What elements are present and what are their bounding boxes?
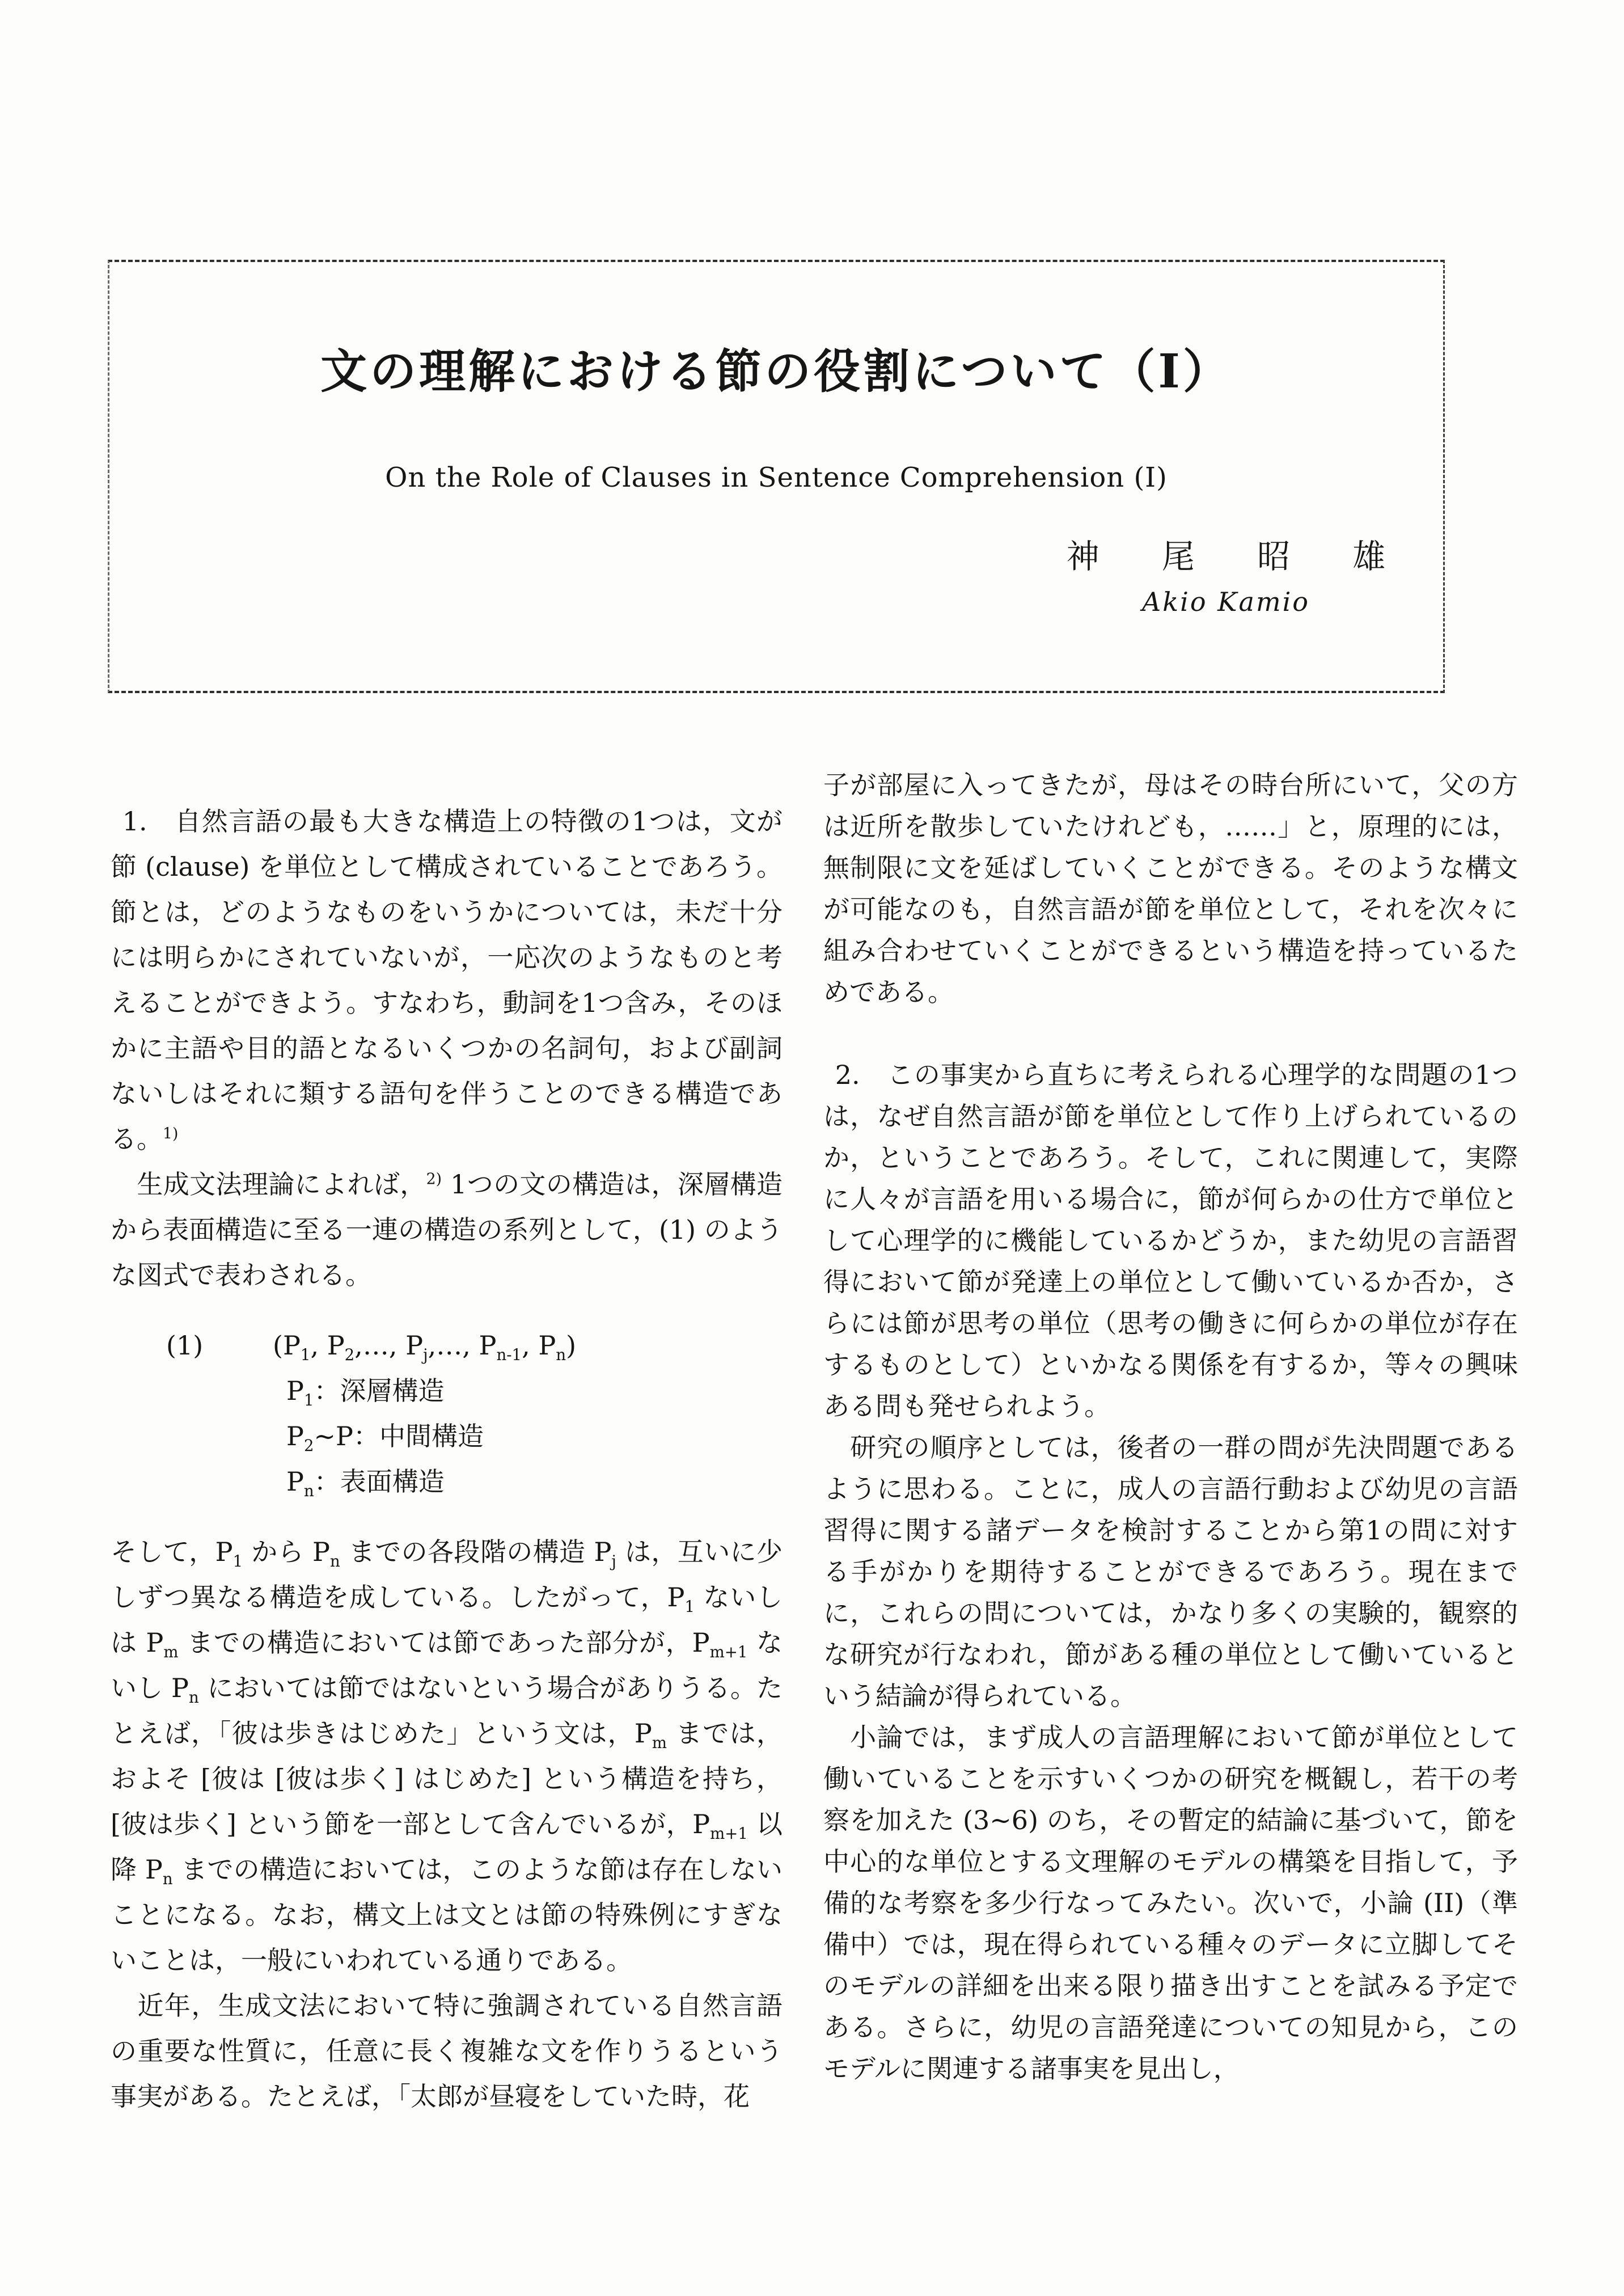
author-name-romanized: Akio Kamio <box>1142 586 1310 617</box>
formula-block-1 <box>166 1323 783 1504</box>
author-name-japanese: 神 尾 昭 雄 <box>1066 537 1401 576</box>
formula-expression: ($P_1$, $P_2,\dots$, $P_j,\dots$, $P_{n-1}$, $P_n$) <box>273 1330 577 1365</box>
body-paragraph: 子が部屋に入ってきたが，母はその時台所にいて，父の方は近所を散歩していたけれども，……」と，原理的には，無制限に文を延ばしていくことができる。そのような構文が可能なのも，自然言語が節を単位として，それを次々に組み合わせていくことができるという構造を持っているためである。 <box>823 770 1518 1007</box>
body-paragraph: 近年，生成文法において特に強調されている自然言語の重要な性質に，任意に長く複雑な文を作りうるという事実がある。たとえば，「太郎が昼寝をしていた時，花 <box>111 1990 783 2112</box>
author-block <box>1025 530 1427 617</box>
formula-definition-intermediate-structure: $P_2\sim P$：中間構造 <box>286 1421 484 1455</box>
body-paragraph: そして，$P_1$ から $P_n$ までの各段階の構造 $P_j$ は，互いに少しずつ異なる構造を成している。したがって，$P_1$ ないしは $P_m$ までの構造においては節であった部分が，$P_{m+1}$ ないし $P_n$ においては節ではないという場合がありうる。たとえば，「彼は歩きはじめた」という文は，$P_m$ までは，およそ [彼は [彼は歩く] はじめた] という構造を持ち，[彼は歩く] という節を一部として含んでいるが，$P_{m+1}$ 以降 $P_n$ までの構造においては，このような節は存在しないことになる。なお，構文上は文とは節の特殊例にすぎないことは，一般にいわれている通りである。 <box>111 1537 783 1976</box>
formula-definition-surface-structure: $P_n$：表面構造 <box>286 1466 445 1501</box>
formula-definition-deep-structure: $P_1$：深層構造 <box>286 1375 445 1410</box>
formula-line <box>166 1323 783 1368</box>
formula-number: (1) <box>166 1330 204 1361</box>
body-paragraph: 生成文法理論によれば，$^{2)}$ 1つの文の構造は，深層構造から表面構造に至る一連の構造の系列として，(1) のような図式で表わされる。 <box>111 1169 783 1290</box>
paper-title-japanese: 文の理解における節の役割について（I） <box>320 344 1232 399</box>
right-column <box>823 765 1518 2090</box>
body-paragraph: 小論では，まず成人の言語理解において節が単位として働いていることを示すいくつかの研究を概観し，若干の考察を加えた (3~6) のち，その暫定的結論に基づいて，節を中心的な単位とする文理解のモデルの構築を目指して，予備的な考察を多少行なってみたい。次いで，小論 (II)（準備中）では，現在得られている種々のデータに立脚してそのモデルの詳細を出来る限り描き出すことを試みる予定である。さらに，幼児の言語発達についての知見から，このモデルに関連する諸事実を見出し， <box>823 1722 1518 2084</box>
title-box <box>108 260 1445 693</box>
body-paragraph: 研究の順序としては，後者の一群の問が先決問題であるように思わる。ことに，成人の言語行動および幼児の言語習得に関する諸データを検討することから第1の問に対する手がかりを期待することができるであろう。現在までに，これらの問については，かなり多くの実験的，観察的な研究が行なわれ，節がある種の単位として働いているという結論が得られている。 <box>823 1432 1518 1711</box>
section-2-paragraph: 2. この事実から直ちに考えられる心理学的な問題の1つは，なぜ自然言語が節を単位として作り上げられているのか，ということであろう。そして，これに関連して，実際に人々が言語を用いる場合に，節が何らかの仕方で単位として心理学的に機能しているかどうか，また幼児の言語習得において節が発達上の単位として働いているか否か，さらには節が思考の単位（思考の働きに何らかの単位が存在するものとして）といかなる関係を有するか，等々の興味ある問も発せられよう。 <box>823 1060 1519 1421</box>
paper-title-english: On the Role of Clauses in Sentence Comprehension (I) <box>385 462 1168 493</box>
section-1-paragraph: 1. 自然言語の最も大きな構造上の特徴の1つは，文が節 (clause) を単位として構成されていることであろう。節とは，どのようなものをいうかについては，未だ十分には明らかにされていないが，一応次のようなものと考えることができよう。すなわち，動詞を1つ含み，そのほかに主語や目的語となるいくつかの名詞句，および副詞ないしはそれに類する語句を伴うことのできる構造である。$^{1)}$ <box>111 806 783 1154</box>
left-column <box>111 799 783 2119</box>
